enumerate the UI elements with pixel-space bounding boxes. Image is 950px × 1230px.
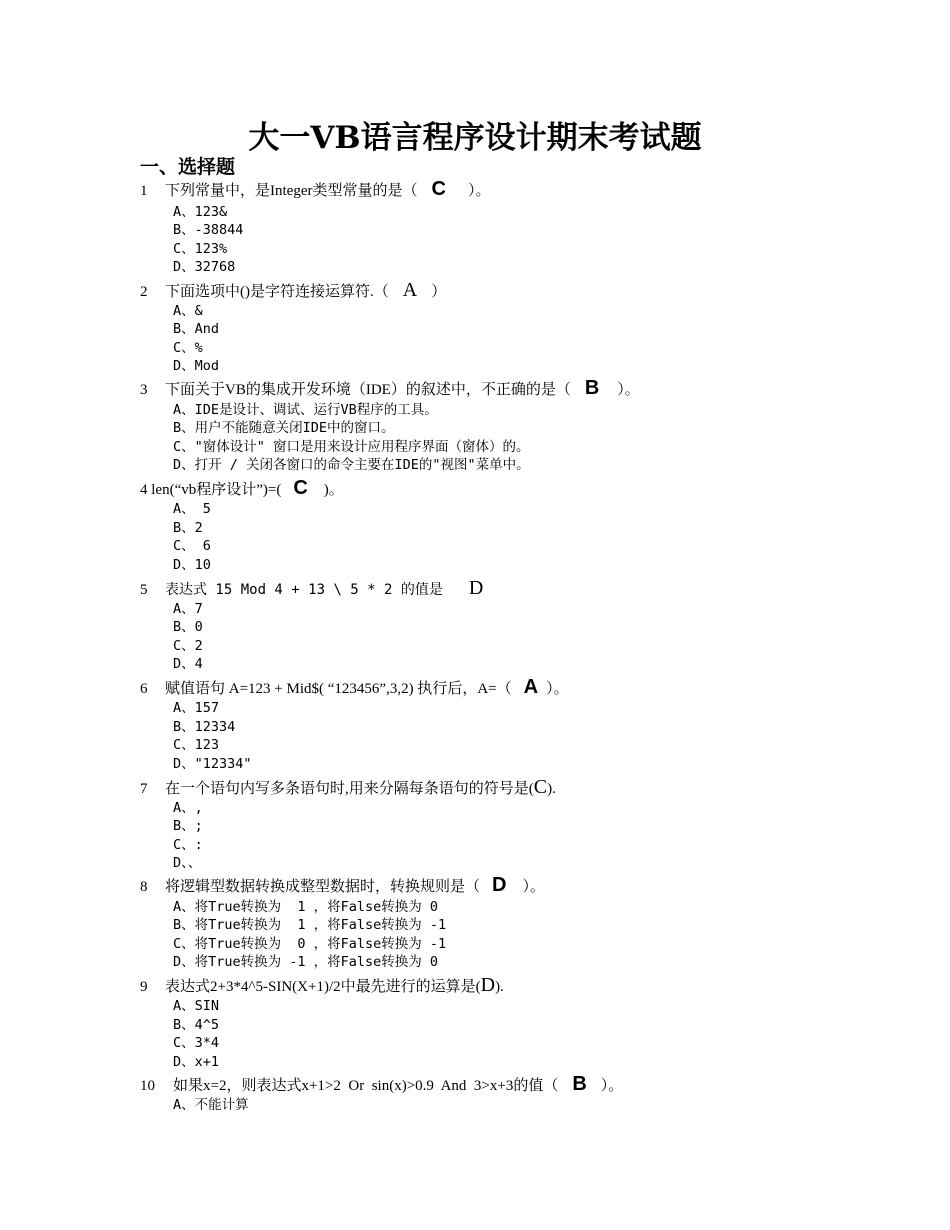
question-4: [140, 479, 344, 499]
question-number: 9: [140, 979, 148, 995]
option-d: D、32768: [173, 259, 236, 275]
question-text-end: ）。: [467, 183, 491, 199]
question-10: [140, 1075, 623, 1095]
question-text-end: ）。: [617, 382, 640, 398]
question-1: [140, 180, 490, 200]
question-9: [140, 976, 504, 996]
option-a: A、7: [173, 601, 203, 617]
option-c: C、%: [173, 340, 203, 356]
question-number: 3: [140, 382, 148, 398]
option-c: C、3*4: [173, 1035, 220, 1051]
question-number: 1: [140, 183, 148, 199]
option-c: C、"窗体设计" 窗口是用来设计应用程序界面（窗体）的。: [173, 439, 530, 455]
option-a: A、157: [173, 700, 220, 716]
answer-letter: C: [293, 477, 308, 499]
question-text-end: ）。: [546, 681, 569, 697]
option-b: B、12334: [173, 719, 236, 735]
option-b: B、用户不能随意关闭IDE中的窗口。: [173, 420, 395, 436]
question-number: 6: [140, 681, 148, 697]
option-d: D、将True转换为 -1 ，将False转换为 0: [173, 954, 439, 970]
option-a: A、不能计算: [173, 1097, 249, 1113]
answer-letter: A: [402, 279, 418, 301]
option-d: D、x+1: [173, 1054, 220, 1070]
option-b: B、-38844: [173, 222, 244, 238]
option-c: C、2: [173, 638, 203, 654]
option-b: B、;: [173, 818, 203, 834]
option-d: D、Mod: [173, 358, 220, 374]
question-text: 如果x=2，则表达式x+1>2 Or sin(x)>0.9 And 3>x+3的值（: [173, 1078, 559, 1094]
option-d: D、、: [173, 855, 202, 871]
answer-letter: A: [523, 676, 539, 698]
question-text-end: ）: [431, 284, 447, 300]
answer-letter: C: [431, 178, 446, 200]
question-text: len(“vb程序设计”)=(: [151, 482, 282, 498]
question-text-end: ）。: [600, 1078, 624, 1094]
section-heading: 一、选择题: [140, 156, 236, 178]
option-a: A、 5: [173, 501, 211, 517]
option-c: C、 6: [173, 538, 211, 554]
question-number: 2: [140, 284, 148, 300]
option-b: B、将True转换为 1 ，将False转换为 -1: [173, 917, 447, 933]
option-d: D、10: [173, 557, 211, 573]
question-text: 表达式 15 Mod 4 + 13 \ 5 * 2 的值是: [165, 582, 443, 598]
option-c: C、将True转换为 0 ，将False转换为 -1: [173, 936, 447, 952]
question-text: 将逻辑型数据转换成整型数据时，转换规则是（: [165, 879, 481, 895]
question-text: 下面关于VB的集成开发环境（IDE）的叙述中，不正确的是（: [165, 382, 571, 398]
question-text: 在一个语句内写多条语句时,用来分隔每条语句的符号是(: [165, 781, 534, 797]
option-b: B、0: [173, 619, 203, 635]
question-text: 表达式2+3*4^5-SIN(X+1)/2中最先进行的运算是(: [165, 979, 481, 995]
option-a: A、,: [173, 800, 203, 816]
option-c: C、:: [173, 837, 203, 853]
option-a: A、123&: [173, 204, 228, 220]
answer-letter: C: [533, 776, 548, 798]
option-b: B、2: [173, 520, 203, 536]
option-a: A、IDE是设计、调试、运行VB程序的工具。: [173, 402, 438, 418]
question-5: [140, 579, 483, 599]
option-d: D、打开 / 关闭各窗口的命令主要在IDE的"视图"菜单中。: [173, 457, 530, 473]
question-2: [140, 281, 446, 301]
question-number: 8: [140, 879, 148, 895]
question-text: 下面选项中()是字符连接运算符.（: [165, 284, 389, 300]
document-title: 大一VB语言程序设计期末考试题: [248, 120, 702, 156]
option-a: A、&: [173, 303, 203, 319]
answer-letter: D: [480, 974, 496, 996]
answer-letter: D: [492, 874, 507, 896]
question-text-end: )。: [323, 482, 344, 498]
answer-letter: B: [572, 1073, 587, 1095]
option-b: B、4^5: [173, 1017, 220, 1033]
question-text: 赋值语句 A=123 + Mid$( “123456”,3,2) 执行后，A=（: [165, 681, 512, 697]
question-number: 7: [140, 781, 148, 797]
option-a: A、SIN: [173, 998, 220, 1014]
option-c: C、123%: [173, 241, 228, 257]
option-a: A、将True转换为 1 ，将False转换为 0: [173, 899, 439, 915]
question-text-end: ).: [547, 781, 556, 797]
question-8: [140, 876, 545, 896]
question-number: 4: [140, 482, 148, 498]
option-c: C、123: [173, 737, 220, 753]
question-7: [140, 778, 556, 798]
option-b: B、And: [173, 321, 220, 337]
option-d: D、"12334": [173, 756, 252, 772]
question-text-end: ）。: [522, 879, 545, 895]
question-number: 5: [140, 582, 148, 598]
answer-letter: B: [584, 377, 600, 399]
question-text-end: ).: [495, 979, 504, 995]
question-text: 下列常量中，是Integer类型常量的是（: [165, 183, 418, 199]
question-number: 10: [140, 1078, 155, 1094]
question-6: [140, 678, 569, 698]
option-d: D、4: [173, 656, 203, 672]
answer-letter: D: [468, 577, 484, 599]
question-3: [140, 379, 640, 399]
